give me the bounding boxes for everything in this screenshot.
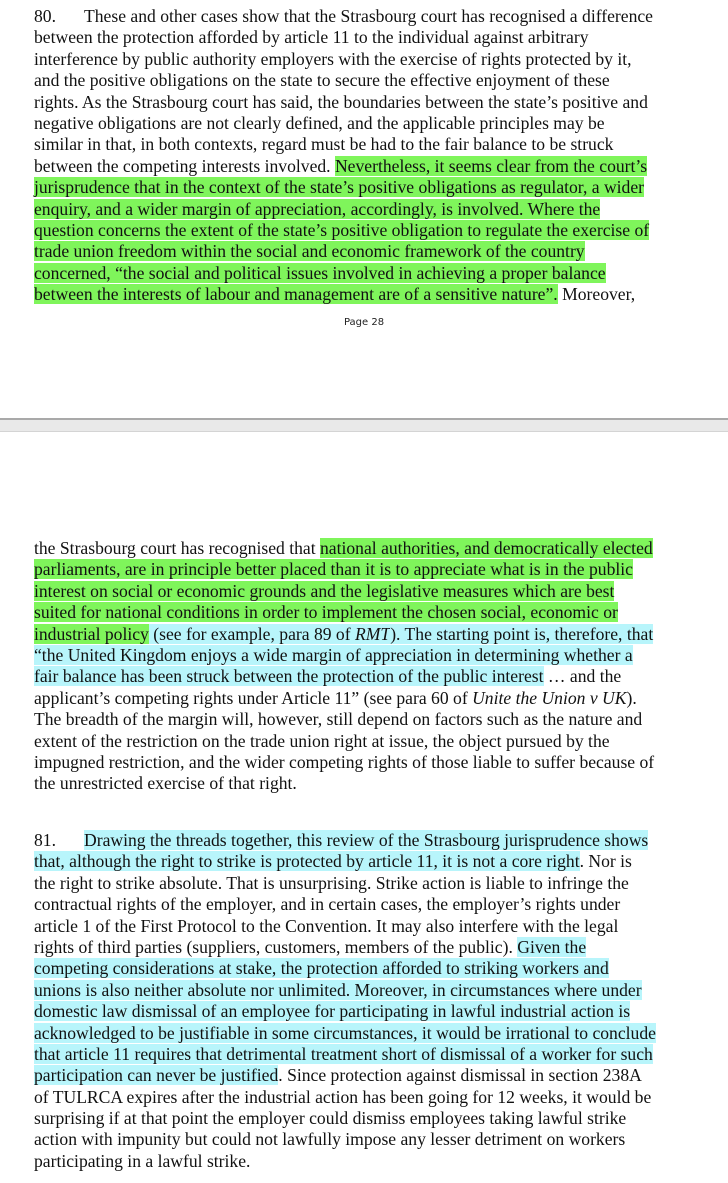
text-line (34, 134, 694, 155)
body-text: action with impunity but could not lawfully impose any lesser detriment on workers (34, 1129, 626, 1150)
paragraph-80 (34, 6, 694, 305)
body-text: article 1 of the First Protocol to the Convention. It may also interfere with the legal (34, 915, 619, 936)
text-line (34, 1023, 694, 1044)
blue-highlighted-text: (see for example, para 89 of (148, 623, 355, 644)
paragraph-number: 80. (34, 6, 56, 26)
text-line (34, 1129, 694, 1150)
text-line (34, 731, 694, 752)
green-highlighted-text: enquiry, and a wider margin of appreciation, accordingly, is involved. Where the (34, 198, 601, 219)
page-separator (0, 418, 728, 432)
body-text: Moreover, (557, 284, 636, 305)
body-text: These and other cases show that the Strasbourg court has recognised a difference (84, 6, 653, 26)
page-number: Page 28 (343, 317, 385, 328)
text-line (34, 773, 694, 794)
text-line (34, 581, 694, 602)
green-highlighted-text: Nevertheless, it seems clear from the court’s (334, 155, 648, 176)
body-text: interference by public authority employers with the exercise of rights protected by it, (34, 48, 632, 69)
body-text: . Nor is (579, 851, 632, 872)
body-text: rights. As the Strasbourg court has said, the boundaries between the state’s positive and (34, 91, 648, 112)
text-line (34, 538, 694, 559)
text-line (34, 1087, 694, 1108)
blue-highlighted-text: participation can never be justified (34, 1065, 279, 1086)
blue-highlighted-text: “the United Kingdom enjoys a wide margin of appreciation in determining whether a (34, 644, 633, 665)
text-line (34, 220, 694, 241)
text-line (34, 958, 694, 979)
text-line (34, 624, 694, 645)
text-line (34, 752, 694, 773)
text-line (34, 830, 694, 851)
text-line (34, 1151, 694, 1172)
text-line (34, 1065, 694, 1086)
text-line (34, 1044, 694, 1065)
text-line (34, 27, 694, 48)
body-text: extent of the restriction on the trade union right at issue, the object pursued by the (34, 730, 610, 751)
body-text: The breadth of the margin will, however, still depend on factors such as the nature and (34, 709, 643, 730)
text-line (34, 263, 694, 284)
blue-highlighted-text: that, although the right to strike is protected by article 11, it is not a core right (34, 851, 580, 872)
document-page-lower (0, 432, 728, 1183)
body-text: between the protection afforded by article 11 to the individual against arbitrary (34, 27, 589, 48)
body-text: Unite the Union v UK (472, 687, 627, 708)
blue-highlighted-text: Given the (517, 936, 587, 957)
text-line (34, 6, 694, 27)
text-line (34, 937, 694, 958)
body-text: applicant’s competing rights under Article 11” (see para 60 of (34, 687, 473, 708)
blue-highlighted-text: RMT (355, 623, 391, 644)
blue-highlighted-text: unions is also neither absolute nor unlimited. Moreover, in circumstances where under (34, 979, 642, 1000)
green-highlighted-text: national authorities, and democratically elected (320, 538, 653, 558)
green-highlighted-text: industrial policy (34, 623, 149, 644)
body-text: the Strasbourg court has recognised that (34, 538, 320, 558)
body-text: participating in a lawful strike. (34, 1150, 251, 1171)
blue-highlighted-text: Drawing the threads together, this review of the Strasbourg jurisprudence shows (84, 830, 649, 850)
text-line (34, 894, 694, 915)
green-highlighted-text: between the interests of labour and management are of a sensitive nature”. (34, 284, 558, 305)
blue-highlighted-text: fair balance has been struck between the protection of the public interest (34, 666, 544, 687)
body-text: surprising if at that point the employer could dismiss employees taking lawful strike (34, 1108, 627, 1129)
blue-highlighted-text: competing considerations at stake, the protection afforded to striking workers and (34, 958, 609, 979)
document-page-upper (0, 0, 728, 418)
body-text: negative obligations are not clearly defined, and the applicable principles may be (34, 112, 605, 133)
body-text: . Since protection against dismissal in section 238A (278, 1065, 642, 1086)
body-text: and the positive obligations on the state to secure the effective enjoyment of these (34, 70, 610, 91)
body-text: contractual rights of the employer, and in certain cases, the employer’s rights under (34, 894, 621, 915)
text-line (34, 156, 694, 177)
text-line (34, 980, 694, 1001)
body-text: similar in that, in both contexts, regard must be had to the fair balance to be struck (34, 134, 614, 155)
blue-highlighted-text: acknowledged to be justifiable in some circumstances, it would be irrational to conclude (34, 1022, 656, 1043)
body-text: the unrestricted exercise of that right. (34, 773, 297, 794)
blue-highlighted-text: domestic law dismissal of an employee for participating in lawful industrial action is (34, 1001, 631, 1022)
text-line (34, 241, 694, 262)
text-line (34, 284, 694, 305)
blue-highlighted-text: ). The starting point is, therefore, that (390, 623, 654, 644)
text-line (34, 199, 694, 220)
text-line (34, 1001, 694, 1022)
text-line (34, 709, 694, 730)
text-line (34, 70, 694, 91)
body-text: rights of third parties (suppliers, customers, members of the public). (34, 936, 518, 957)
green-highlighted-text: trade union freedom within the social and economic framework of the country (34, 241, 585, 262)
body-text: … and the (543, 666, 622, 687)
text-line (34, 666, 694, 687)
body-text: the right to strike absolute. That is unsurprising. Strike action is liable to infringe the (34, 872, 629, 893)
green-highlighted-text: question concerns the extent of the state’s positive obligation to regulate the exercise of (34, 219, 650, 240)
text-line (34, 92, 694, 113)
paragraph-81 (34, 830, 694, 1172)
text-line (34, 645, 694, 666)
green-highlighted-text: suited for national conditions in order to implement the chosen social, economic or (34, 602, 618, 623)
text-line (34, 559, 694, 580)
green-highlighted-text: interest on social or economic grounds and the legislative measures which are best (34, 580, 615, 601)
green-highlighted-text: concerned, “the social and political issues involved in achieving a proper balance (34, 262, 606, 283)
text-line (34, 602, 694, 623)
body-text: ). (626, 687, 637, 708)
text-line (34, 49, 694, 70)
body-text: between the competing interests involved. (34, 155, 335, 176)
text-line (34, 113, 694, 134)
paragraph-number: 81. (34, 830, 56, 850)
paragraph-80-continued (34, 538, 694, 795)
body-text: impugned restriction, and the wider competing rights of those liable to suffer because of (34, 751, 655, 772)
text-line (34, 688, 694, 709)
text-line (34, 916, 694, 937)
body-text: of TULRCA expires after the industrial action has been going for 12 weeks, it would be (34, 1086, 652, 1107)
green-highlighted-text: parliaments, are in principle better placed than it is to appreciate what is in the public (34, 559, 633, 580)
text-line (34, 873, 694, 894)
blue-highlighted-text: that article 11 requires that detrimental treatment short of dismissal of a worker for such (34, 1043, 653, 1064)
green-highlighted-text: jurisprudence that in the context of the state’s positive obligations as regulator, a wider (34, 177, 645, 198)
text-line (34, 851, 694, 872)
text-line (34, 1108, 694, 1129)
text-line (34, 177, 694, 198)
